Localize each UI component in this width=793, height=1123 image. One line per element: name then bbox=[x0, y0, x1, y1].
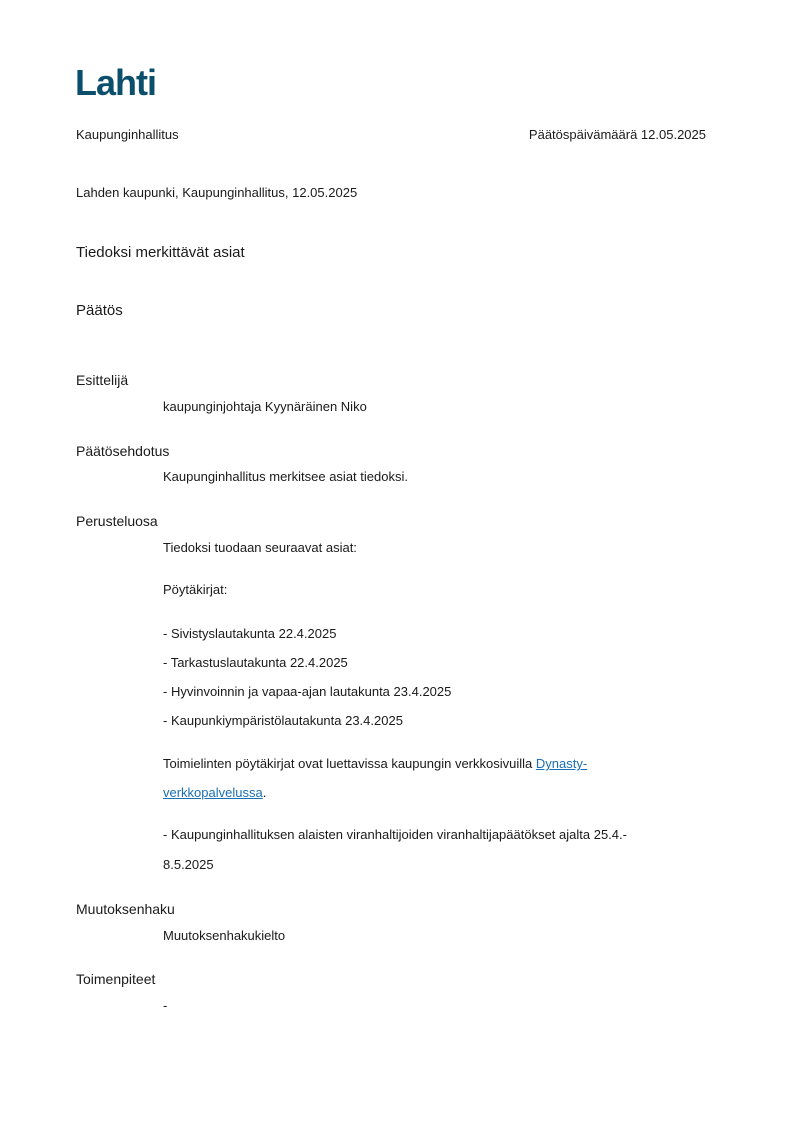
organ-name: Kaupunginhallitus bbox=[76, 127, 179, 142]
logo-text: Lahti bbox=[75, 64, 156, 100]
officials-line-2: 8.5.2025 bbox=[163, 857, 214, 872]
minutes-label: Pöytäkirjat: bbox=[163, 582, 228, 597]
presenter-heading: Esittelijä bbox=[76, 372, 129, 388]
appeal-heading: Muutoksenhaku bbox=[76, 901, 175, 917]
presenter-text: kaupunginjohtaja Kyynäräinen Niko bbox=[163, 399, 367, 414]
document-subtitle: Lahden kaupunki, Kaupunginhallitus, 12.05.2025 bbox=[76, 185, 358, 200]
list-item: - Hyvinvoinnin ja vapaa-ajan lautakunta 23.4.2025 bbox=[163, 684, 452, 699]
officials-line-1: - Kaupunginhallituksen alaisten viranhaltijoiden viranhaltijapäätökset ajalta 25.4.- bbox=[163, 827, 627, 842]
proposal-heading: Päätösehdotus bbox=[76, 443, 170, 459]
list-item: - Tarkastuslautakunta 22.4.2025 bbox=[163, 655, 348, 670]
period: . bbox=[262, 785, 267, 800]
actions-text: - bbox=[163, 998, 168, 1013]
grounds-heading: Perusteluosa bbox=[76, 513, 158, 529]
list-item: - Kaupunkiympäristölautakunta 23.4.2025 bbox=[163, 713, 403, 728]
actions-heading: Toimenpiteet bbox=[76, 971, 156, 987]
availability-line-2 bbox=[163, 785, 266, 800]
document-title: Tiedoksi merkittävät asiat bbox=[76, 244, 245, 261]
list-item: - Sivistyslautakunta 22.4.2025 bbox=[163, 626, 337, 641]
decision-heading: Päätös bbox=[76, 302, 123, 319]
dynasty-link-part1[interactable]: Dynasty- bbox=[535, 756, 588, 771]
lahti-logo-mark bbox=[75, 64, 167, 100]
availability-text: Toimielinten pöytäkirjat ovat luettavissa kaupungin verkkosivuilla bbox=[163, 756, 536, 771]
availability-line bbox=[163, 756, 587, 771]
grounds-intro: Tiedoksi tuodaan seuraavat asiat: bbox=[163, 540, 357, 555]
proposal-text: Kaupunginhallitus merkitsee asiat tiedoksi. bbox=[163, 469, 408, 484]
dynasty-link-part2[interactable]: verkkopalvelussa bbox=[163, 785, 263, 800]
lahti-logo bbox=[75, 64, 167, 100]
decision-date: Päätöspäivämäärä 12.05.2025 bbox=[528, 127, 706, 142]
appeal-text: Muutoksenhakukielto bbox=[163, 928, 286, 943]
